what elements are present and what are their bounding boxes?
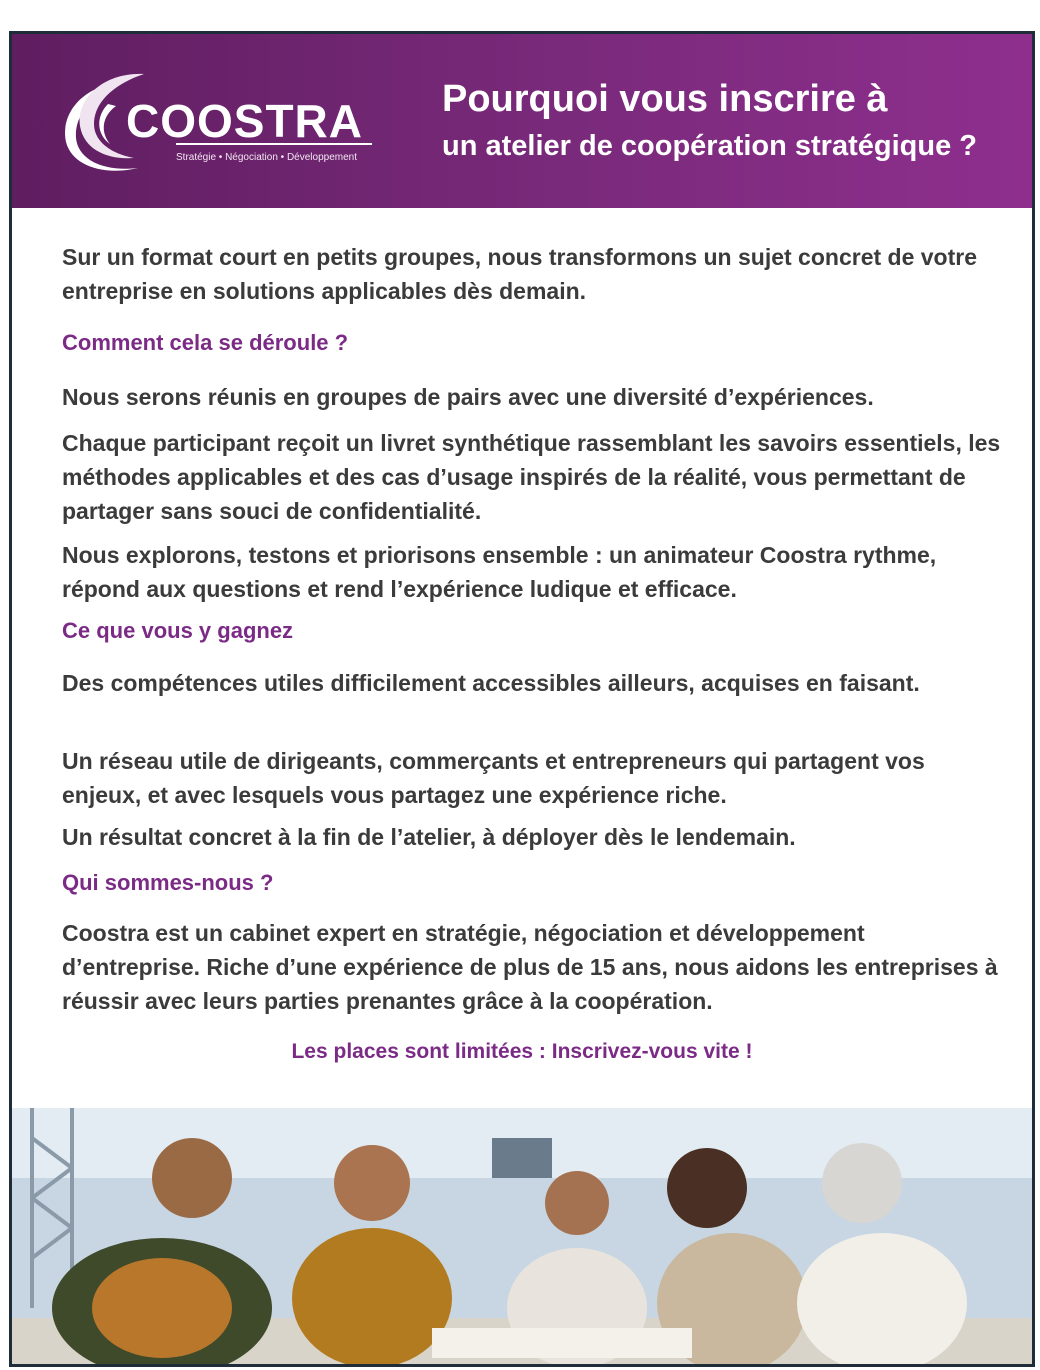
logo-wordmark: COOSTRA <box>126 95 363 147</box>
workshop-photo <box>12 1108 1032 1367</box>
section-heading-qui: Qui sommes-nous ? <box>62 870 274 895</box>
section-heading-gains: Ce que vous y gagnez <box>62 618 294 643</box>
section-heading-deroulement: Comment cela se déroule ? <box>62 330 349 355</box>
page-title-line1: Pourquoi vous inscrire à <box>442 78 888 120</box>
paragraph: Des compétences utiles difficilement accessibles ailleurs, acquises en faisant. <box>62 670 920 696</box>
paragraph: Chaque participant reçoit un livret synthétique rassemblant les savoirs essentiels, les méthodes applicables et des cas d’usage inspirés de la réalité, vous permettant de partager sans souci de confidentialité. <box>62 430 1001 524</box>
logo-tagline: Stratégie • Négociation • Développement <box>176 152 357 163</box>
coostra-logo <box>52 64 382 184</box>
paragraph: Nous explorons, testons et priorisons ensemble : un animateur Coostra rythme, répond aux questions et rend l’expérience ludique et efficace. <box>62 542 937 602</box>
intro-paragraph: Sur un format court en petits groupes, nous transformons un sujet concret de votre entreprise en solutions applicables dès demain. <box>62 244 978 304</box>
workshop-photo-illustration <box>12 1108 1032 1367</box>
paragraph: Coostra est un cabinet expert en stratégie, négociation et développement d’entreprise. Riche d’une expérience de plus de 15 ans, nous aidons les entreprises à réussir avec leurs parties prenantes grâce à la coopération. <box>62 920 998 1014</box>
paragraph: Un réseau utile de dirigeants, commerçants et entrepreneurs qui partagent vos enjeux, et avec lesquels vous partagez une expérience riche. <box>62 748 925 808</box>
header-banner <box>12 34 1032 208</box>
cta-text: Les places sont limitées : Inscrivez-vous vite ! <box>291 1040 753 1063</box>
paragraph: Nous serons réunis en groupes de pairs avec une diversité d’expériences. <box>62 384 874 410</box>
flyer <box>9 31 1035 1367</box>
page-title-line2: un atelier de coopération stratégique ? <box>442 130 977 162</box>
paragraph: Un résultat concret à la fin de l’atelier, à déployer dès le lendemain. <box>62 824 796 850</box>
